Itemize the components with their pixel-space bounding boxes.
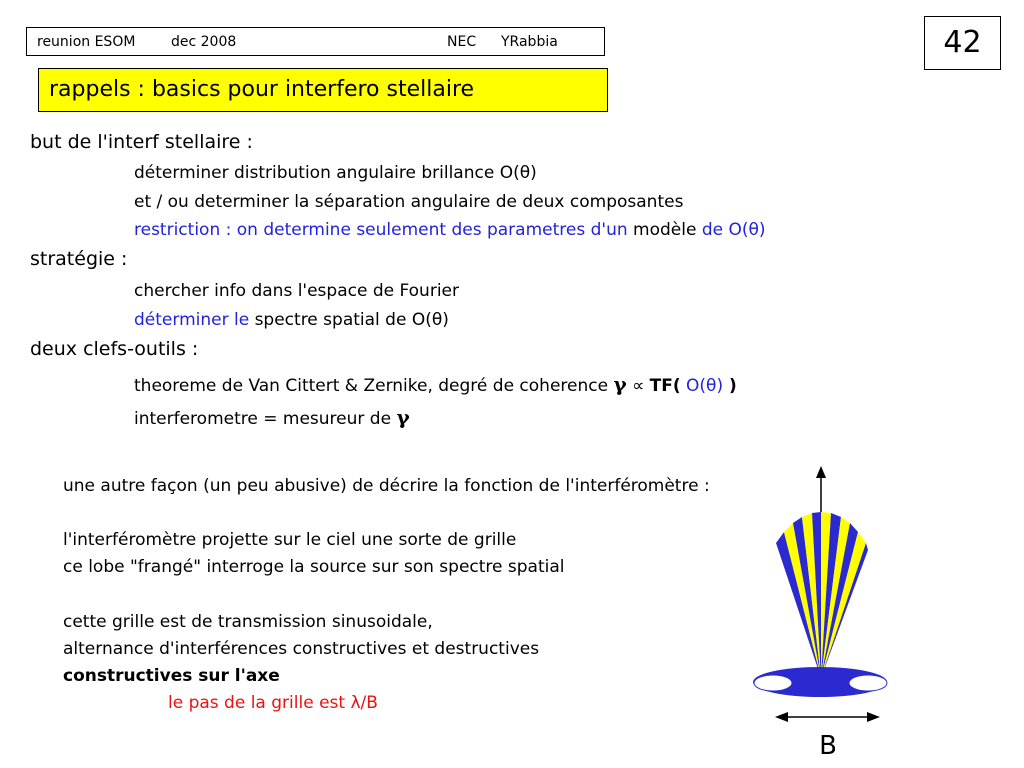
section1-line1: déterminer distribution angulaire brillance O(θ) <box>134 163 537 183</box>
section1-line3 <box>134 220 766 240</box>
para-line2: l'interféromètre projette sur le ciel une sorte de grille <box>63 530 517 550</box>
section3-line2 <box>134 405 410 429</box>
header-date: dec 2008 <box>171 34 237 50</box>
aperture-right <box>849 675 887 691</box>
gamma-symbol: γ <box>613 372 627 396</box>
section2-heading: stratégie : <box>30 248 128 270</box>
header-author: YRabbia <box>501 34 558 50</box>
section3-line1-blue: O(θ) <box>680 376 724 396</box>
axis-arrowhead <box>816 466 826 478</box>
section3-line1-text: theoreme de Van Cittert & Zernike, degré de coherence <box>134 376 614 396</box>
slide-title: rappels : basics pour interfero stellaire <box>38 68 608 112</box>
section1-line3-blue-b: de O(θ) <box>696 220 766 240</box>
section3-line2-text: interferometre = mesureur de <box>134 409 397 429</box>
tf-label: TF( <box>649 376 681 396</box>
header-event: reunion ESOM <box>37 34 136 50</box>
section2-line2-black: spectre spatial de O(θ) <box>249 310 449 330</box>
para-line4: cette grille est de transmission sinusoidale, <box>63 612 433 632</box>
para-line6: constructives sur l'axe <box>63 666 280 686</box>
baseline-arrow-left <box>775 712 788 722</box>
header-box <box>26 27 605 56</box>
section1-line2: et / ou determiner la séparation angulaire de deux composantes <box>134 192 684 212</box>
para-line1: une autre façon (un peu abusive) de décrire la fonction de l'interféromètre : <box>63 476 710 496</box>
para-line5: alternance d'interférences constructives et destructives <box>63 639 540 659</box>
proportional-symbol: ∝ <box>626 376 650 396</box>
header-org: NEC <box>447 34 477 50</box>
section1-line3-black: modèle <box>627 220 697 240</box>
section3-line1 <box>134 372 737 396</box>
fringe-lobe <box>776 512 868 678</box>
aperture-left <box>754 675 792 691</box>
baseline-label: B <box>819 731 837 760</box>
baseline-arrow-right <box>867 712 880 722</box>
gamma-symbol-2: γ <box>396 405 410 429</box>
interferometer-diagram <box>740 460 900 760</box>
section1-line3-blue-a: restriction : on determine seulement des parametres d'un <box>134 220 628 240</box>
section2-line2 <box>134 310 449 330</box>
para-line3: ce lobe "frangé" interroge la source sur son spectre spatial <box>63 557 565 577</box>
para-line7: le pas de la grille est λ/B <box>168 693 378 713</box>
section1-heading: but de l'interf stellaire : <box>30 131 253 153</box>
slide-number: 42 <box>924 16 1001 70</box>
tf-close: ) <box>723 376 737 396</box>
section3-heading: deux clefs-outils : <box>30 338 199 360</box>
section2-line1: chercher info dans l'espace de Fourier <box>134 281 459 301</box>
section2-line2-blue: déterminer le <box>134 310 250 330</box>
